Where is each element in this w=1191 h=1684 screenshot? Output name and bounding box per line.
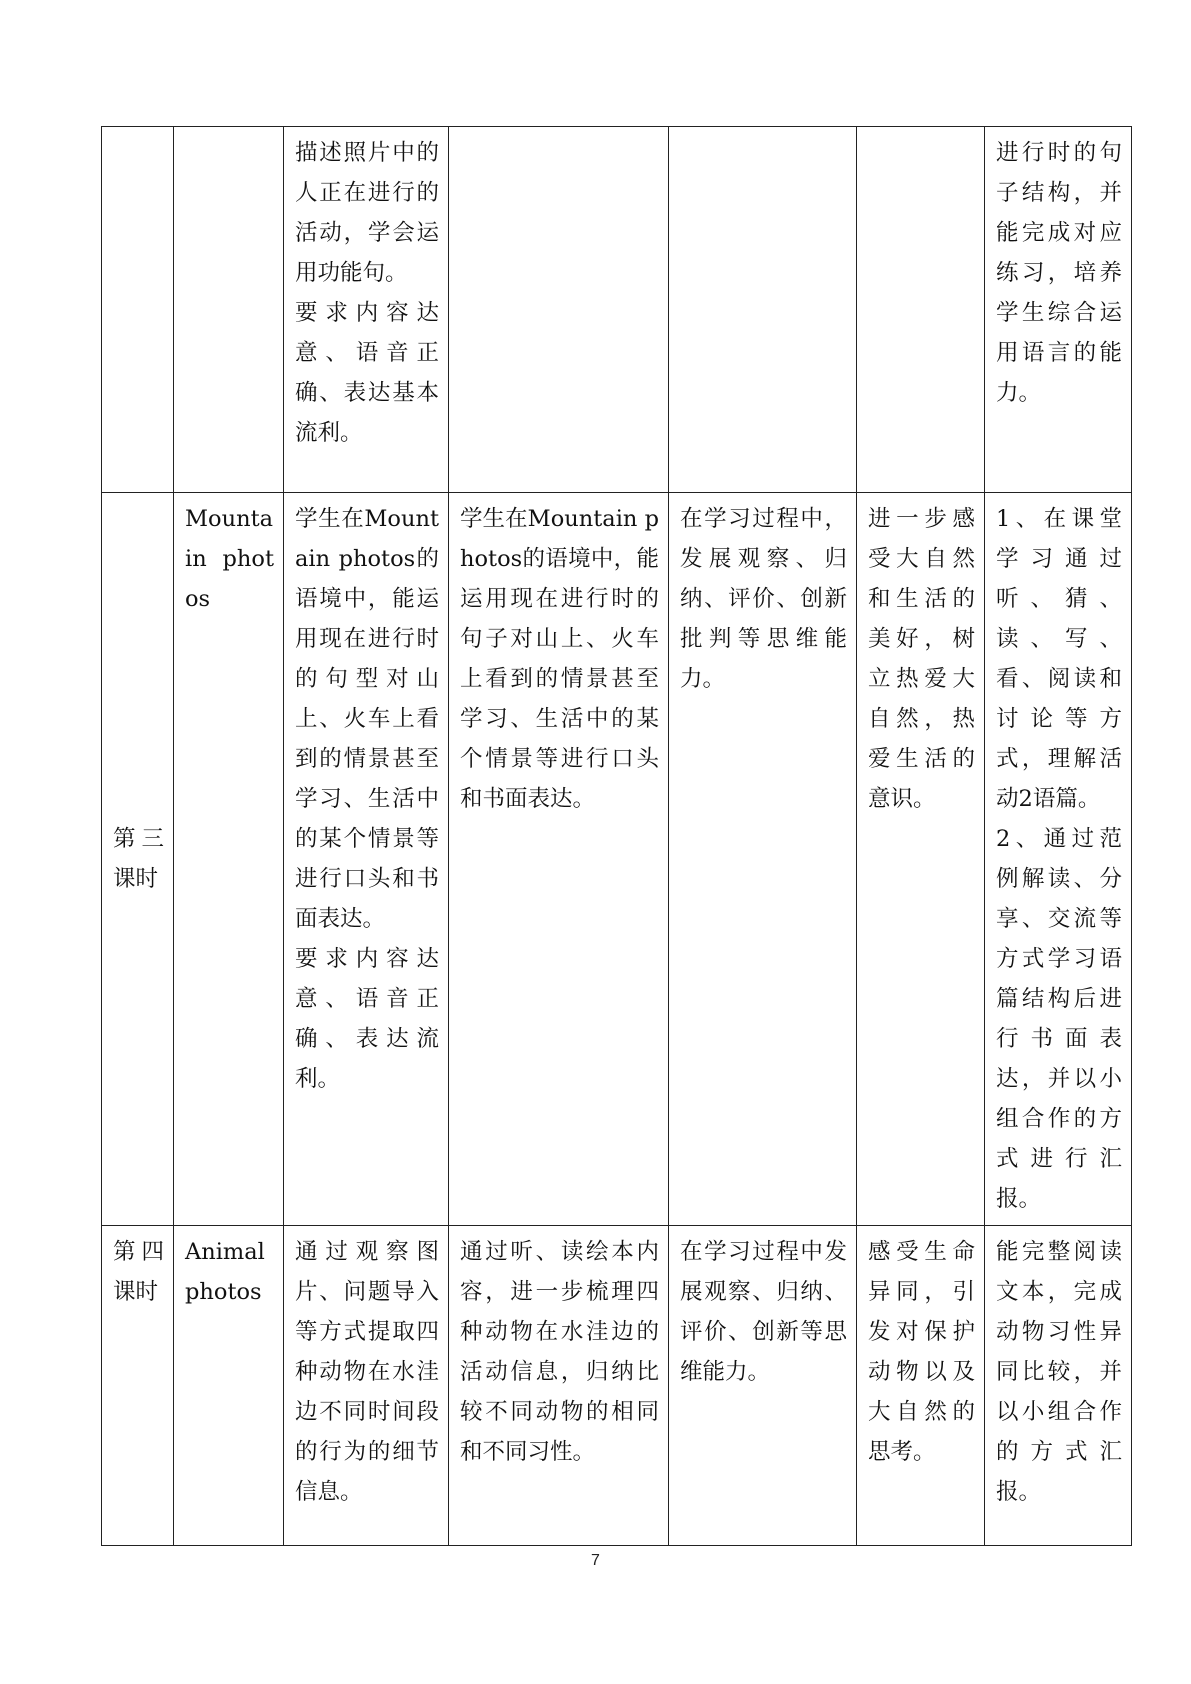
topic-cell (174, 127, 284, 493)
thinking-goal-cell (669, 127, 857, 493)
objective-cell: 描述照片中的人正在进行的活动，学会运用功能句。 要求内容达意、语音正确、表达基本流利。 (284, 127, 449, 493)
culture-goal-cell (857, 127, 985, 493)
table-row (102, 1226, 1132, 1546)
page-number: 7 (591, 1552, 600, 1569)
language-goal-cell: 学生在Mountain photos的语境中，能运用现在进行时的句子对山上、火车上看到的情景甚至学习、生活中的某个情景等进行口头和书面表达。 (449, 493, 669, 1226)
topic-cell: Mountain photos (174, 493, 284, 1226)
thinking-goal-cell: 在学习过程中发展观察、归纳、评价、创新等思维能力。 (669, 1226, 857, 1546)
lesson-cell: 第四课时 (102, 1226, 174, 1546)
activity-cell: 1、在课堂学习通过听、猜、读、写、看、阅读和讨论等方式，理解活动2语篇。 2、通过范例解读、分享、交流等方式学习语篇结构后进行书面表达，并以小组合作的方式进行汇报。 (985, 493, 1132, 1226)
culture-goal-cell: 进一步感受大自然和生活的美好，树立热爱大自然，热爱生活的意识。 (857, 493, 985, 1226)
language-goal-cell (449, 127, 669, 493)
culture-goal-cell: 感受生命异同，引发对保护动物以及大自然的思考。 (857, 1226, 985, 1546)
activity-cell: 能完整阅读文本，完成动物习性异同比较，并以小组合作的方式汇报。 (985, 1226, 1132, 1546)
language-goal-cell: 通过听、读绘本内容，进一步梳理四种动物在水洼边的活动信息，归纳比较不同动物的相同和不同习性。 (449, 1226, 669, 1546)
lesson-cell (102, 127, 174, 493)
objective-cell: 学生在Mountain photos的语境中，能运用现在进行时的句型对山上、火车上看到的情景甚至学习、生活中的某个情景等进行口头和书面表达。 要求内容达意、语音正确、表达流利。 (284, 493, 449, 1226)
objective-cell: 通过观察图片、问题导入等方式提取四种动物在水洼边不同时间段的行为的细节信息。 (284, 1226, 449, 1546)
topic-cell: Animal photos (174, 1226, 284, 1546)
activity-cell: 进行时的句子结构，并能完成对应练习，培养学生综合运用语言的能力。 (985, 127, 1132, 493)
lesson-plan-table (101, 126, 1132, 1546)
table-row (102, 127, 1132, 493)
table-row (102, 493, 1132, 1226)
lesson-cell: 第三课时 (102, 493, 174, 1226)
thinking-goal-cell: 在学习过程中，发展观察、归纳、评价、创新批判等思维能力。 (669, 493, 857, 1226)
